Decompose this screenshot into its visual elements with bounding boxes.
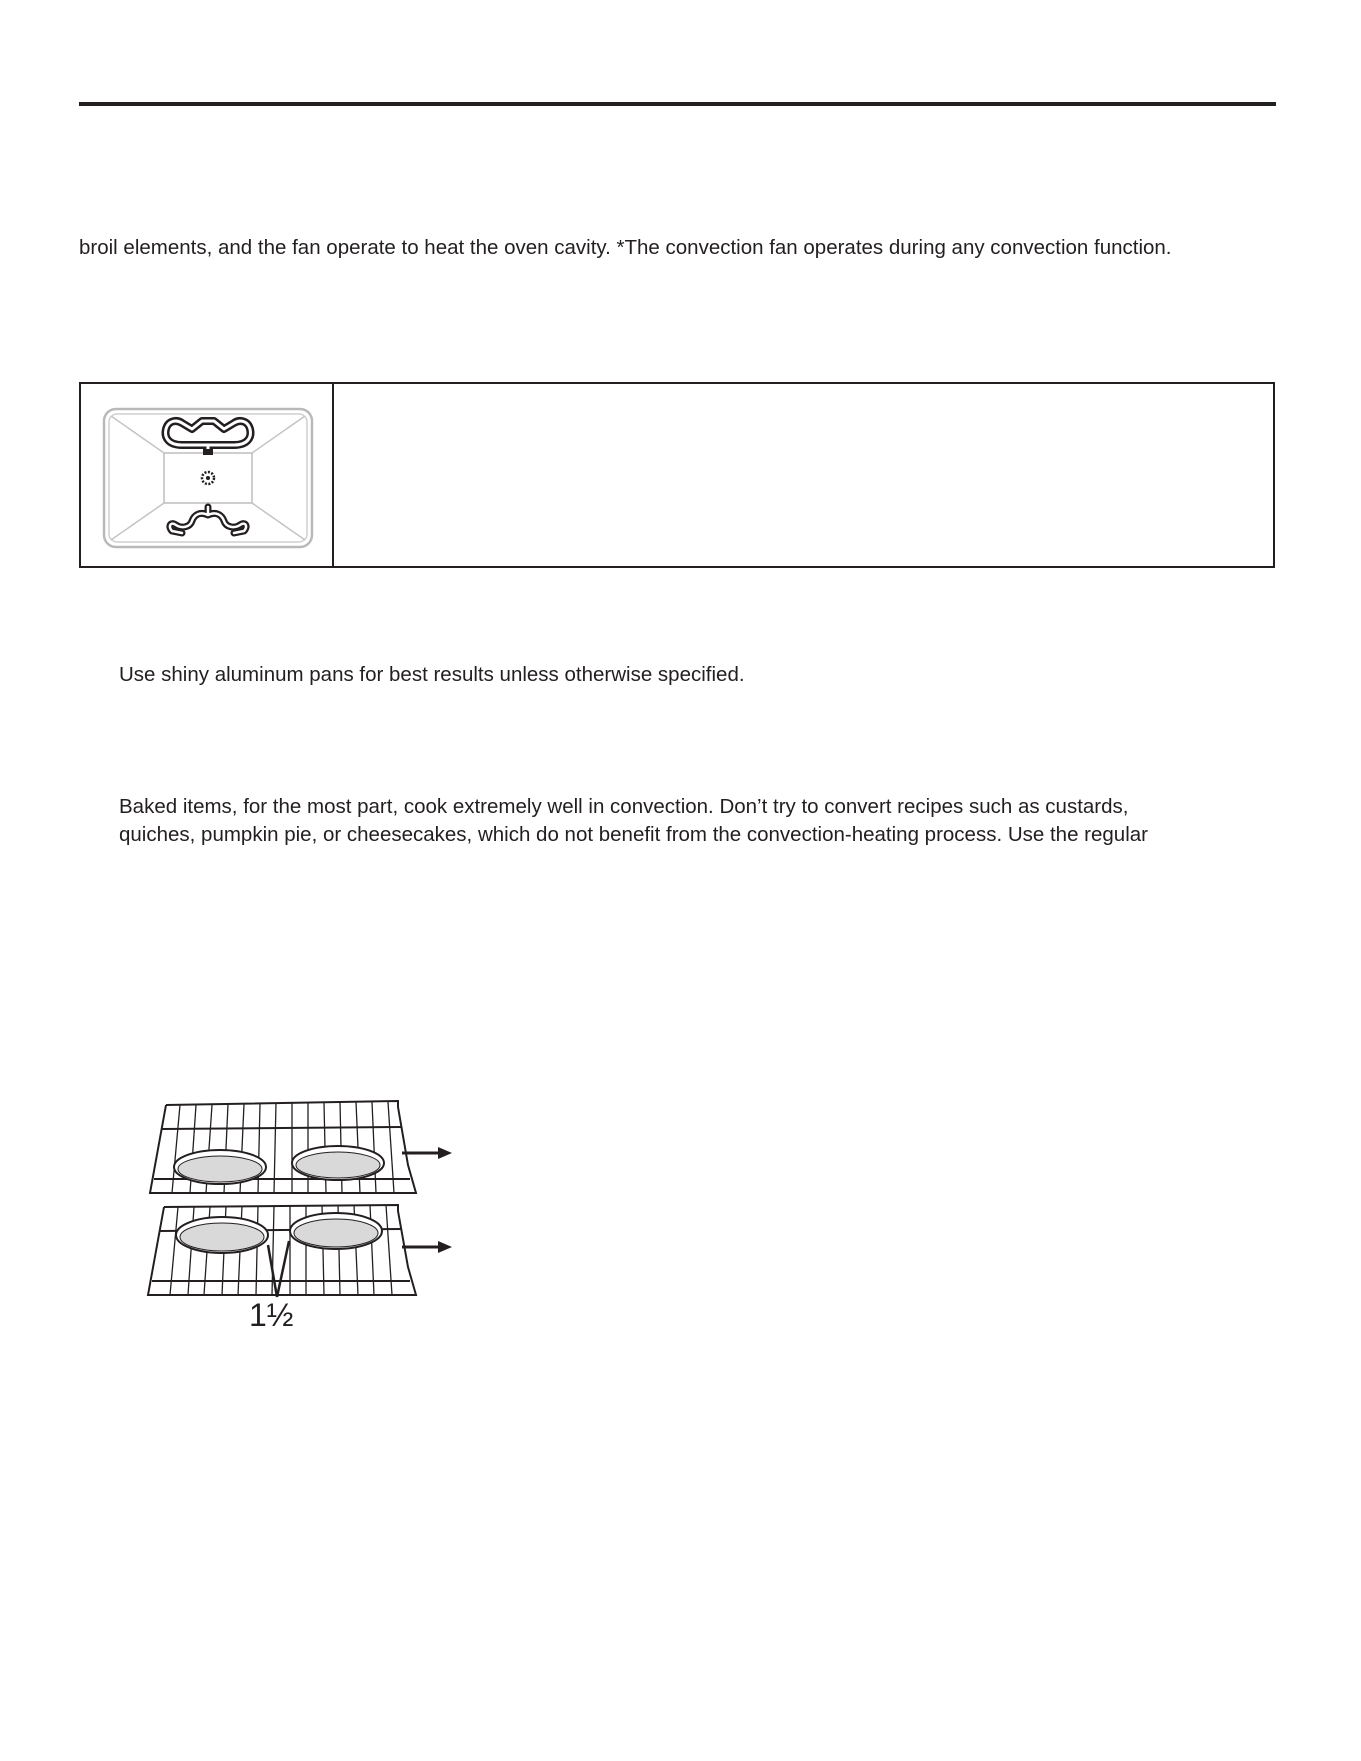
lower-rack-icon: [148, 1205, 416, 1295]
baked-items-tip-line-1: Baked items, for the most part, cook extremely well in convection. Don’t try to convert recipes such as custards,: [119, 795, 1129, 818]
lower-rack-arrow-icon: [402, 1241, 452, 1253]
lower-pans-icon: [176, 1213, 382, 1253]
top-rule: [79, 102, 1276, 106]
upper-rack-arrow-icon: [402, 1147, 452, 1159]
convection-mode-table: [79, 382, 1275, 568]
pans-tip: Use shiny aluminum pans for best results unless otherwise specified.: [119, 663, 745, 686]
intro-paragraph: broil elements, and the fan operate to heat the oven cavity. *The convection fan operates during any convection function.: [79, 236, 1172, 259]
pan-spacing-label: 1½: [249, 1297, 294, 1333]
baked-items-tip-line-2: quiches, pumpkin pie, or cheesecakes, which do not benefit from the convection-heating process. Use the regular: [119, 823, 1148, 846]
oven-cavity-icon: [102, 407, 314, 549]
mode-description: [334, 384, 1273, 566]
rack-pan-placement-icon: [140, 1095, 460, 1340]
spacing-callout-icon: [268, 1241, 289, 1297]
